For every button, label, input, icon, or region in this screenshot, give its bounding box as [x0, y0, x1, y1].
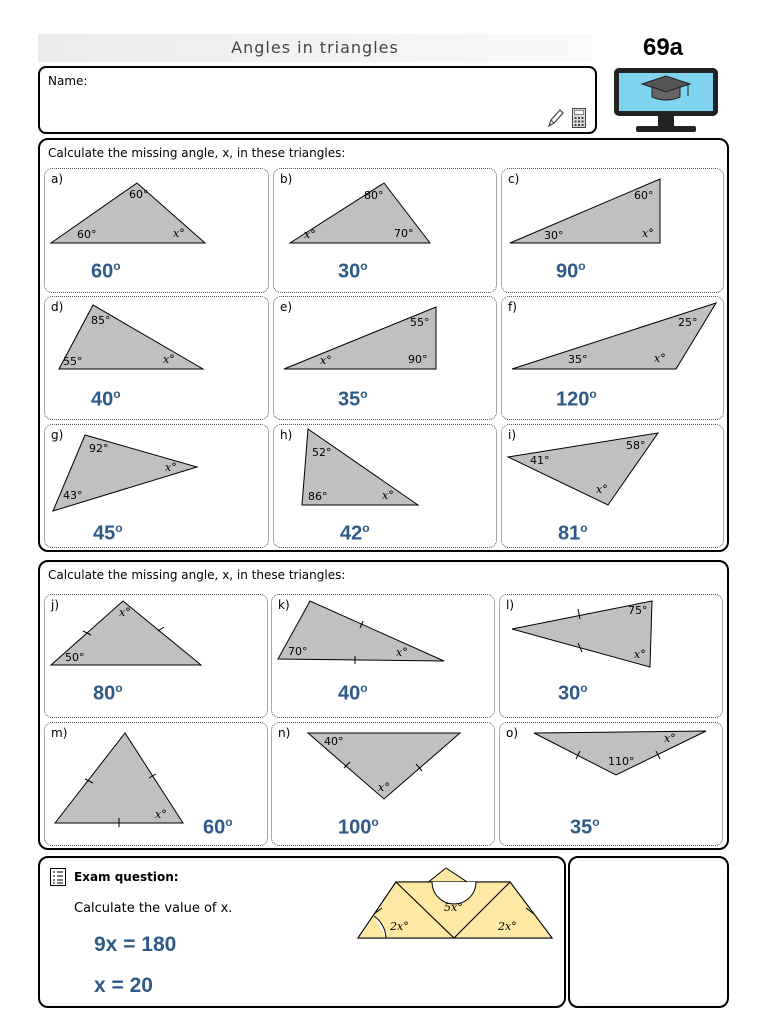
answer: 35$^o$ [338, 387, 368, 411]
question-label: g) [51, 428, 64, 442]
question-l [499, 594, 723, 718]
answer: 40$^o$ [91, 387, 121, 411]
angle-label: 5x° [444, 901, 463, 914]
name-box[interactable] [38, 66, 597, 134]
answer: 30$^o$ [338, 259, 368, 283]
question-label: n) [278, 726, 291, 740]
angle-label: 43° [63, 489, 83, 502]
question-g [44, 424, 269, 548]
answer: 60$^o$ [91, 259, 121, 283]
angle-label: x° [382, 489, 394, 502]
angle-label: 90° [408, 353, 428, 366]
question-label: b) [280, 172, 293, 186]
angle-label: 60° [129, 188, 149, 201]
angle-label: x° [664, 732, 676, 745]
angle-label: 70° [288, 645, 308, 658]
question-h [273, 424, 497, 548]
angle-label: x° [119, 606, 131, 619]
section-2-instruction: Calculate the missing angle, x, in these triangles: [48, 568, 346, 582]
angle-label: 60° [77, 228, 97, 241]
name-label: Name: [48, 74, 88, 88]
angle-label: 52° [312, 446, 332, 459]
angle-label: 80° [364, 189, 384, 202]
angle-label: 85° [91, 314, 111, 327]
angle-label: 40° [324, 735, 344, 748]
question-label: c) [508, 172, 520, 186]
answer: 100$^o$ [338, 815, 379, 839]
angle-label: 70° [394, 227, 414, 240]
answer: 42$^o$ [340, 521, 370, 545]
angle-label: 55° [410, 316, 430, 329]
question-label: l) [506, 598, 515, 612]
angle-label: x° [173, 227, 185, 240]
angle-label: 35° [568, 353, 588, 366]
question-label: f) [508, 300, 517, 314]
question-a [44, 168, 269, 293]
worksheet-code: 69a [642, 34, 684, 61]
question-o [499, 722, 723, 846]
question-c [501, 168, 724, 293]
question-label: e) [280, 300, 293, 314]
angle-label: x° [378, 781, 390, 794]
question-label: j) [51, 598, 60, 612]
angle-label: 55° [63, 355, 83, 368]
exam-question-box [38, 856, 566, 1008]
answer: 30$^o$ [558, 681, 588, 705]
angle-label: 50° [65, 651, 85, 664]
question-i [501, 424, 724, 548]
question-f [501, 296, 724, 420]
pencil-icon [546, 108, 564, 128]
answer: 60$^o$ [203, 815, 233, 839]
exam-list-icon [50, 868, 66, 886]
angle-label: 60° [634, 189, 654, 202]
question-label: o) [506, 726, 519, 740]
question-label: d) [51, 300, 64, 314]
question-d [44, 296, 269, 420]
angle-label: x° [304, 228, 316, 241]
title-bar [38, 34, 592, 62]
angle-label: x° [654, 352, 666, 365]
angle-label: 86° [308, 490, 328, 503]
angle-label: x° [155, 808, 167, 821]
section-1-instruction: Calculate the missing angle, x, in these triangles: [48, 146, 346, 160]
angle-label: 75° [628, 604, 648, 617]
angle-label: 58° [626, 439, 646, 452]
angle-label: 30° [544, 229, 564, 242]
angle-label: x° [163, 353, 175, 366]
question-n [271, 722, 495, 846]
question-j [44, 594, 268, 718]
answer: 81$^o$ [558, 521, 588, 545]
question-b [273, 168, 497, 293]
calculator-icon [572, 108, 586, 128]
angle-label: x° [634, 648, 646, 661]
exam-title: Exam question: [74, 870, 179, 884]
angle-label: x° [596, 483, 608, 496]
answer: 80$^o$ [93, 681, 123, 705]
angle-label: 2x° [498, 920, 517, 933]
angle-label: x° [165, 461, 177, 474]
answer: 40$^o$ [338, 681, 368, 705]
angle-label: x° [396, 646, 408, 659]
angle-label: 41° [530, 454, 550, 467]
question-m [44, 722, 268, 846]
answer: 120$^o$ [556, 387, 597, 411]
exam-prompt: Calculate the value of x. [74, 901, 233, 916]
question-label: i) [508, 428, 517, 442]
page-title: Angles in triangles [231, 38, 399, 57]
answer: 35$^o$ [570, 815, 600, 839]
angle-label: 110° [608, 755, 635, 768]
exam-diagram [356, 864, 556, 944]
question-label: m) [51, 726, 68, 740]
answer: 45$^o$ [93, 521, 123, 545]
question-label: k) [278, 598, 290, 612]
answer-box[interactable] [568, 856, 729, 1008]
angle-label: 2x° [390, 920, 409, 933]
question-label: h) [280, 428, 293, 442]
working-line-2: x = 20 [94, 974, 153, 997]
question-label: a) [51, 172, 64, 186]
angle-label: 92° [89, 442, 109, 455]
angle-label: 25° [678, 316, 698, 329]
working-line-1: 9x = 180 [94, 933, 177, 956]
angle-label: x° [642, 227, 654, 240]
question-e [273, 296, 497, 420]
answer: 90$^o$ [556, 259, 586, 283]
angle-label: x° [320, 354, 332, 367]
graduation-monitor-icon [612, 66, 720, 136]
question-k [271, 594, 495, 718]
